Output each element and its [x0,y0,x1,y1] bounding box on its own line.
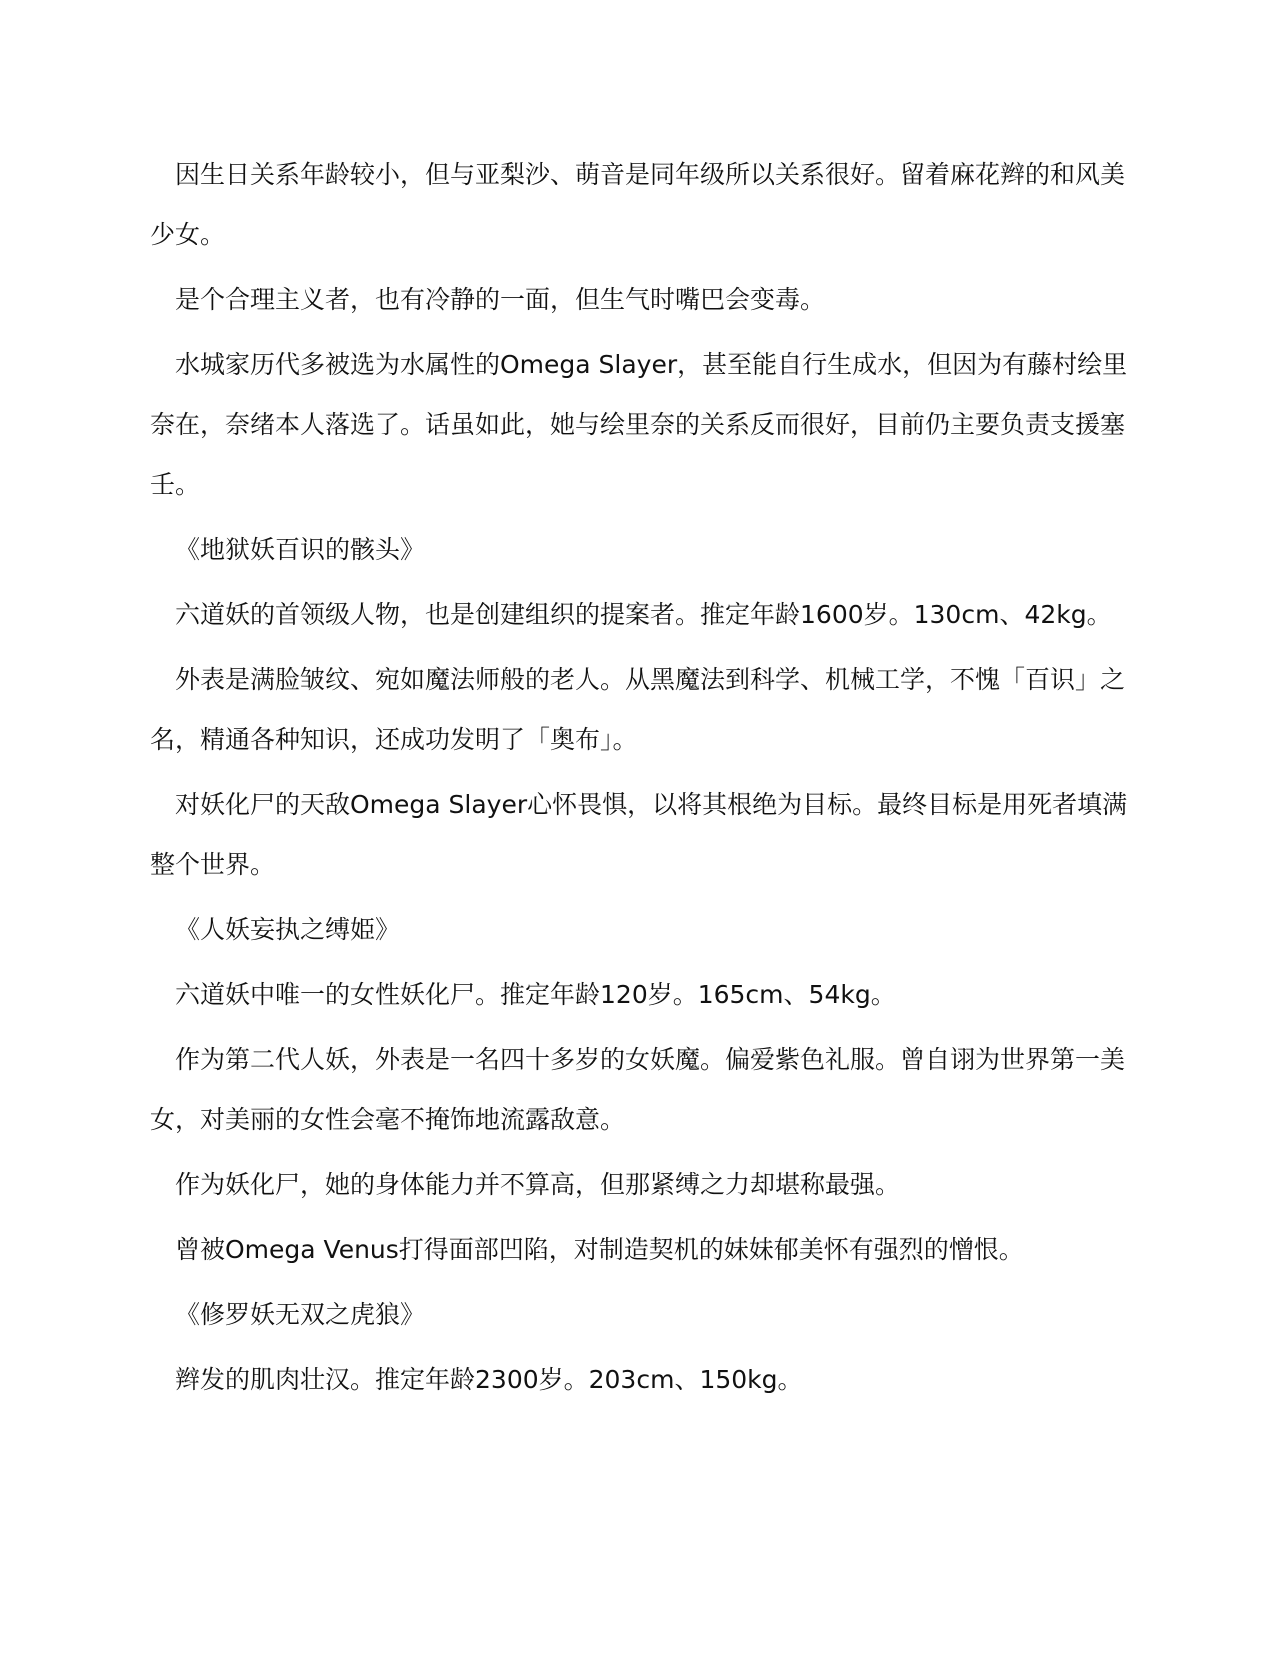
paragraph: 作为妖化尸，她的身体能力并不算高，但那紧缚之力却堪称最强。 [175,1170,901,1199]
section-heading: 《修罗妖无双之虎狼》 [175,1300,426,1329]
section-heading: 《人妖妄执之缚姫》 [175,915,401,944]
paragraph: 作为第二代人妖，外表是一名四十多岁的女妖魔。偏爱紫色礼服。曾自诩为世界第一美女，对美丽的女性会毫不掩饰地流露敌意。 [150,1045,1126,1134]
paragraph: 对妖化尸的天敌Omega Slayer心怀畏惧，以将其根绝为目标。最终目标是用死者填满整个世界。 [150,790,1128,879]
paragraph: 水城家历代多被选为水属性的Omega Slayer，甚至能自行生成水，但因为有藤村绘里奈在，奈绪本人落选了。话虽如此，她与绘里奈的关系反而很好，目前仍主要负责支援塞壬。 [150,350,1128,499]
paragraph: 六道妖的首领级人物，也是创建组织的提案者。推定年龄1600岁。130cm、42kg。 [175,600,1112,629]
paragraph: 辫发的肌肉壮汉。推定年龄2300岁。203cm、150kg。 [175,1365,803,1394]
paragraph: 因生日关系年龄较小，但与亚梨沙、萌音是同年级所以关系很好。留着麻花辫的和风美少女。 [150,160,1126,249]
paragraph: 是个合理主义者，也有冷静的一面，但生气时嘴巴会变毒。 [175,285,826,314]
paragraph: 六道妖中唯一的女性妖化尸。推定年龄120岁。165cm、54kg。 [175,980,896,1009]
document-body [150,145,1135,1415]
paragraph: 外表是满脸皱纹、宛如魔法师般的老人。从黑魔法到科学、机械工学，不愧「百识」之名，精通各种知识，还成功发明了「奥布」。 [150,665,1126,754]
paragraph: 曾被Omega Venus打得面部凹陷，对制造契机的妹妹郁美怀有强烈的憎恨。 [175,1235,1024,1264]
section-heading: 《地狱妖百识的骸头》 [175,535,426,564]
